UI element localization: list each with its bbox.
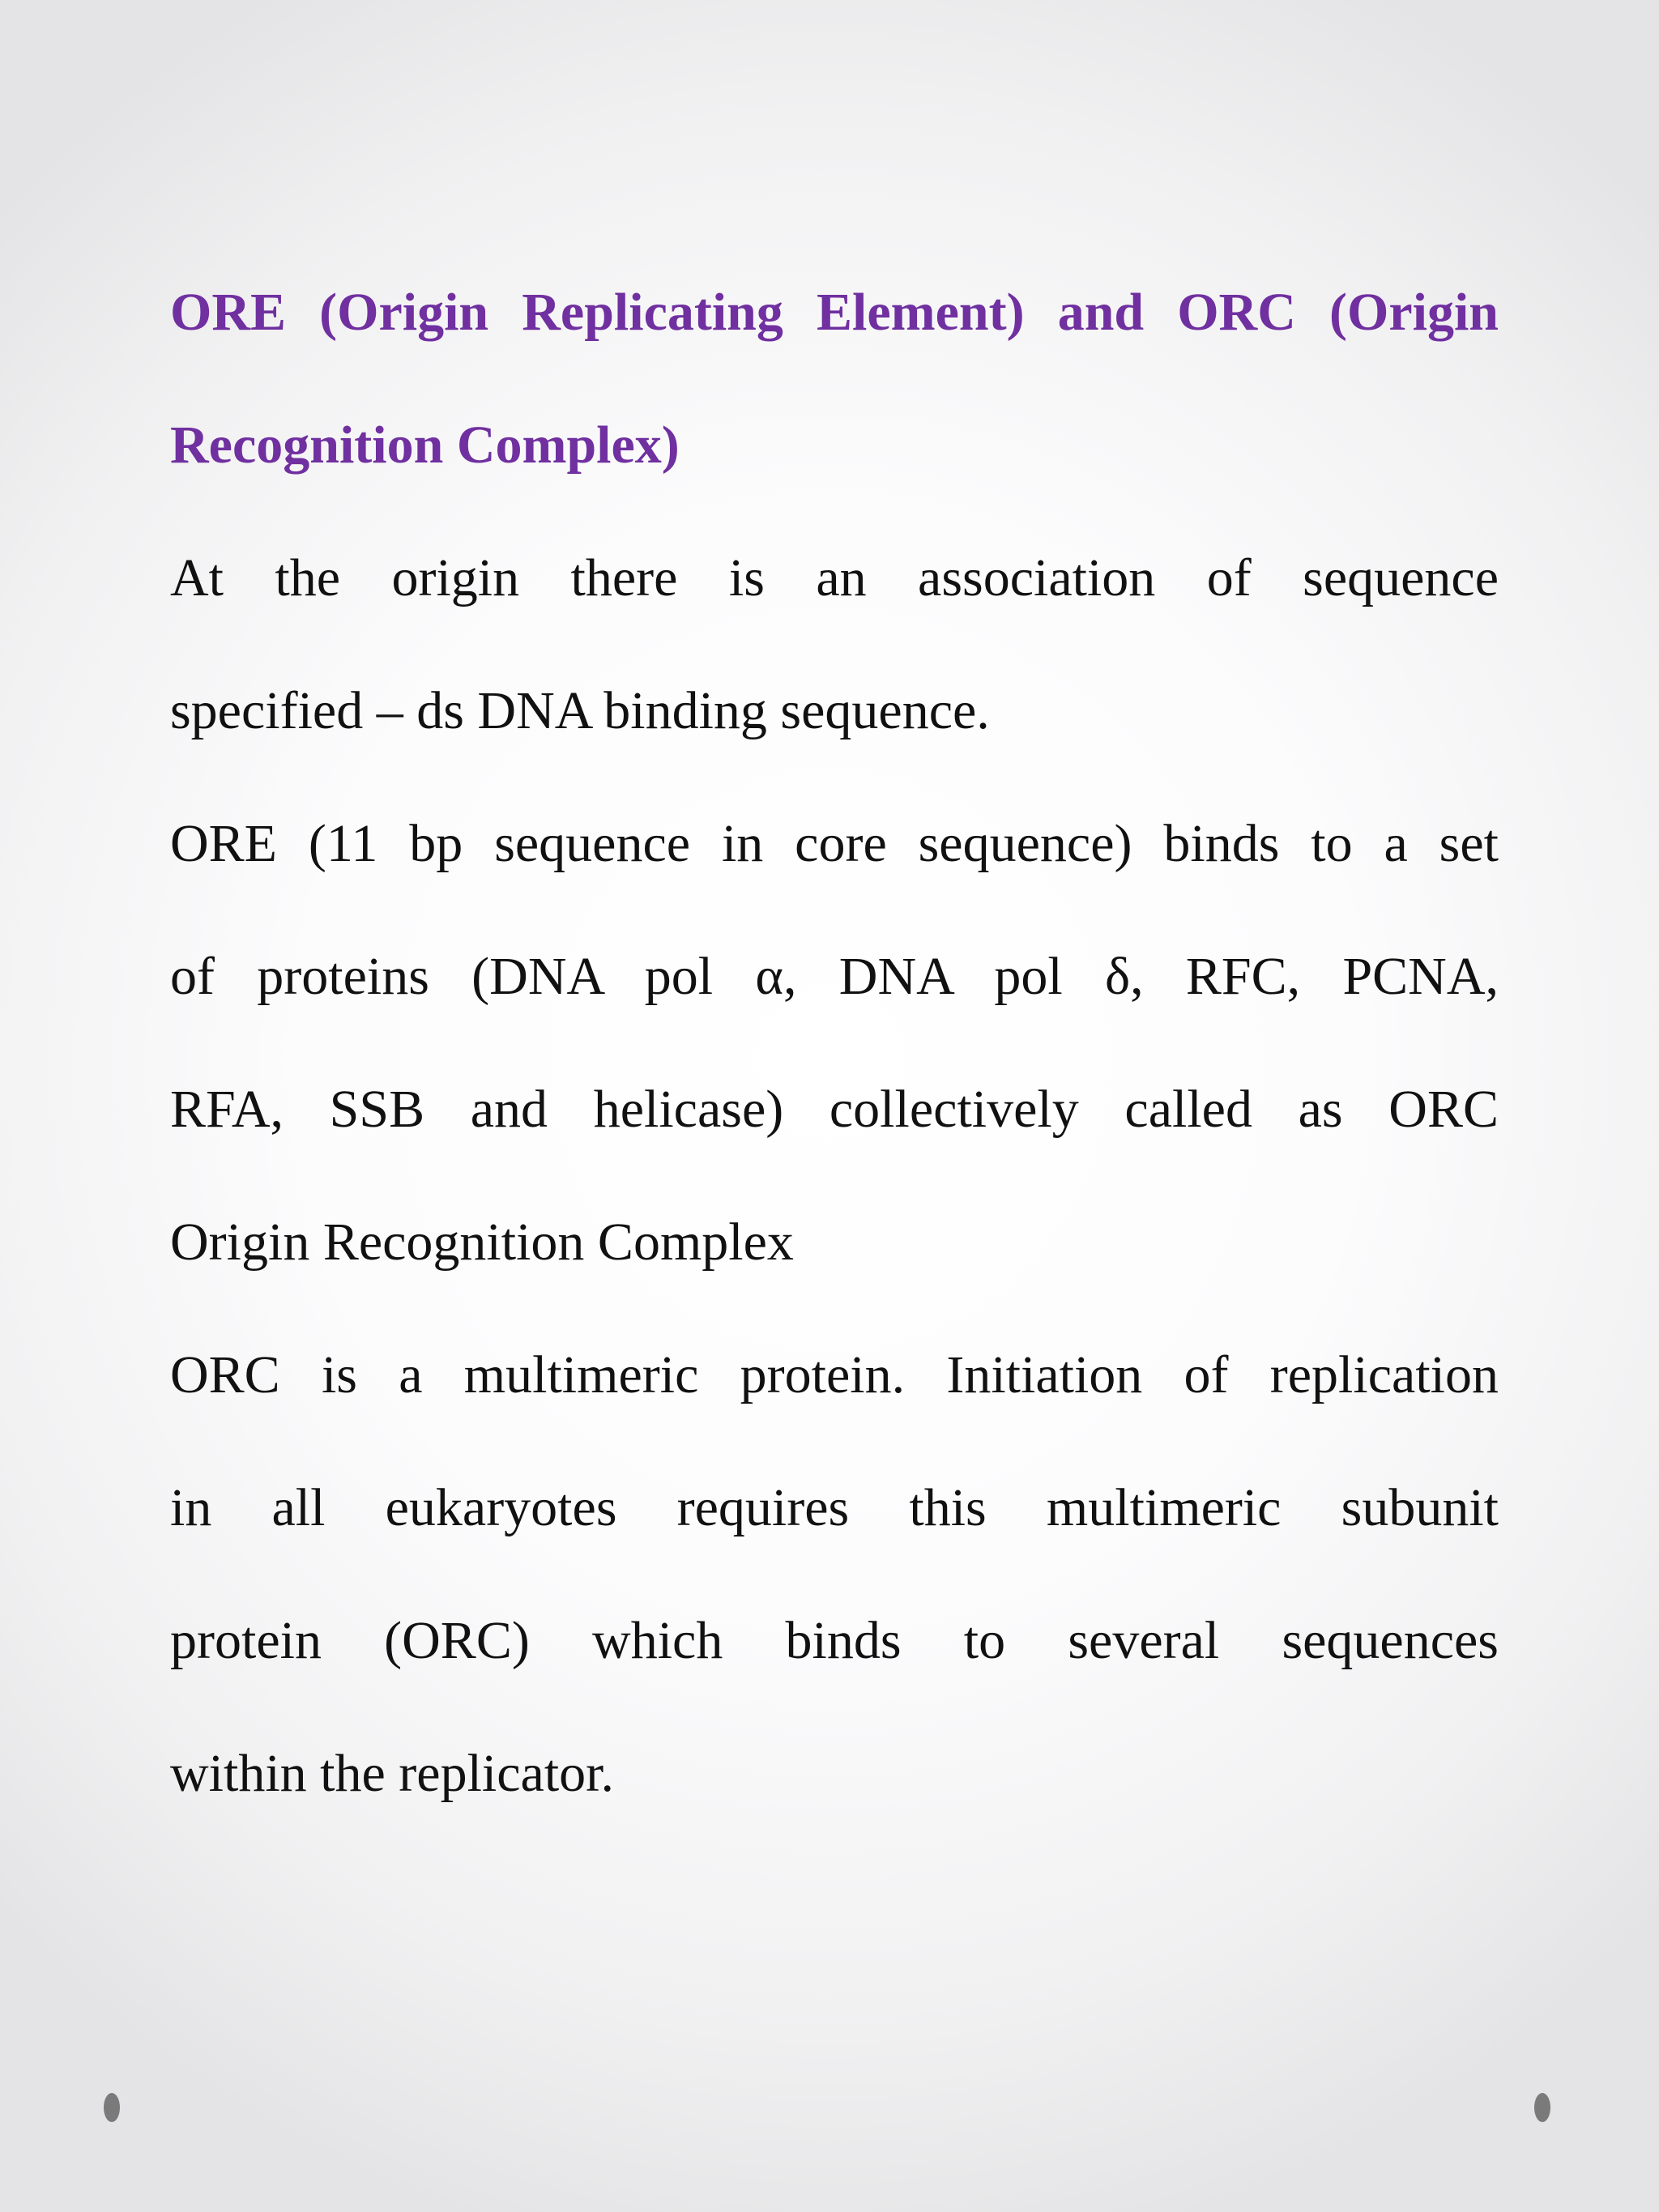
body-line-4: of proteins (DNA pol α, DNA pol δ, RFC, PCNA,: [170, 947, 1499, 1006]
page-dot-right-icon: [1534, 2093, 1550, 2122]
body-line-5: RFA, SSB and helicase) collectively called as ORC: [170, 1080, 1499, 1139]
body-line-10: within the replicator.: [170, 1744, 615, 1803]
page-dot-left-icon: [104, 2093, 120, 2122]
body-line-7: ORC is a multimeric protein. Initiation of replication: [170, 1345, 1499, 1404]
body-line-1: At the origin there is an association of sequence: [170, 548, 1499, 607]
slide-content: [170, 246, 1499, 1840]
slide-title-line-2: Recognition Complex): [170, 416, 680, 475]
body-line-2: specified – ds DNA binding sequence.: [170, 681, 990, 740]
slide-title-line-1: ORE (Origin Replicating Element) and ORC (Origin: [170, 283, 1499, 342]
body-line-6: Origin Recognition Complex: [170, 1213, 794, 1272]
body-line-8: in all eukaryotes requires this multimeric subunit: [170, 1478, 1499, 1537]
body-line-3: ORE (11 bp sequence in core sequence) binds to a set: [170, 814, 1499, 873]
body-line-9: protein (ORC) which binds to several sequences: [170, 1611, 1499, 1670]
